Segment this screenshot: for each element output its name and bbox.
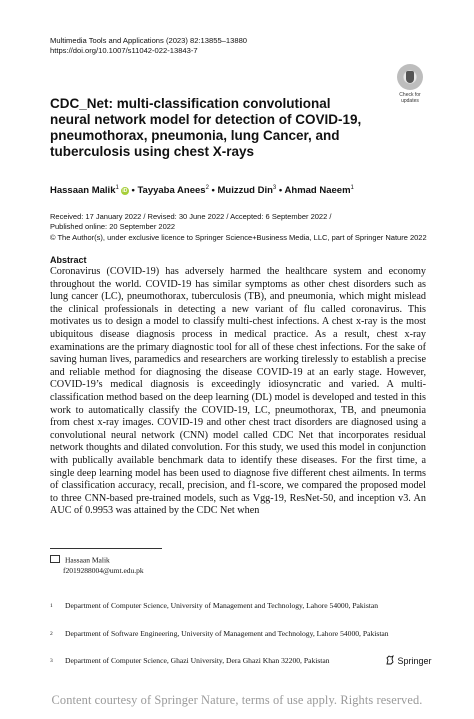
- affiliation-number: 1: [50, 603, 53, 609]
- affiliation-number: 3: [50, 658, 53, 664]
- copyright-notice: © The Author(s), under exclusive licence to Springer Science+Business Media, LLC, part of Springer Nature 2022: [50, 232, 427, 242]
- contact-name: Hassaan Malik: [65, 555, 110, 565]
- affiliation-text: Department of Computer Science, Ghazi University, Dera Ghazi Khan 32200, Pakistan: [65, 656, 330, 665]
- check-for-updates-icon: [397, 64, 423, 90]
- check-for-updates-line1: Check for: [399, 92, 421, 98]
- author-affiliation-ref: 2: [205, 185, 209, 191]
- author-affiliation-ref: 3: [272, 185, 277, 191]
- author-affiliation-ref: 1: [115, 185, 119, 191]
- journal-citation: Multimedia Tools and Applications (2023) 82:13855–13880: [50, 36, 248, 45]
- abstract-text: Coronavirus (COVID-19) has adversely harmed the healthcare system and economy throughout the world. COVID-19 has similar symptoms as other chest disorders such as lung cancer (LC), pneumothorax, tuberculosis (TB), and pneumonia, which might mislead the clinical professionals in detecting a new variant of flu called coronavirus. This motivates us to design a model to classify multi-chest infections. A chest x-ray is the most ubiquitous disease diagnosis process in medical practice. As a result, chest x-ray examinations are the primary diagnostic tool for all of these chest infections. For the sake of saving human lives, paramedics and researchers are working tirelessly to establish a precise and reliable method for diagnosing the disease COVID-19 at an early stage. However, COVID-19’s medical diagnosis is exceedingly idiosyncratic and varied. A multi-classification method based on the deep learning (DL) model is developed and tested in this work to automatically classify the COVID-19, LC, pneumothorax, TB, and pneumonia from chest x-ray images. COVID-19 and other chest tract disorders are diagnosed using a convolutional neural network (CNN) model called CDC Net that incorporates residual network thoughts and dilated convolution. For this study, we used this model in conjunction with publically available benchmark data to identify these diseases. For the first time, a single deep learning model has been used to diagnose five different chest ailments. In terms of classification accuracy, recall, precision, and f1-score, we compared the proposed model to three CNN-based pre-trained models, such as Vgg-19, ResNet-50, and inception v3. An AUC of 0.9953 was attained by the CDC Net when: [50, 266, 426, 517]
- author-name[interactable]: Ahmad Naeem: [284, 185, 351, 197]
- publisher-name: Springer: [397, 656, 432, 666]
- affiliation-item: [50, 629, 430, 639]
- author-name[interactable]: Tayyaba Anees: [137, 185, 206, 197]
- contact-email[interactable]: f2019288004@umt.edu.pk: [63, 565, 144, 575]
- affiliation-item: [50, 656, 430, 666]
- author-separator: •: [128, 185, 138, 197]
- doi-link[interactable]: https://doi.org/10.1007/s11042-022-13843-7: [50, 46, 198, 55]
- author-name[interactable]: Hassaan Malik: [50, 185, 116, 197]
- corresponding-author: [50, 555, 144, 576]
- author-affiliation-ref: 1: [350, 185, 354, 191]
- author-name[interactable]: Muizzud Din: [217, 185, 273, 197]
- affiliation-item: [50, 601, 430, 611]
- author-list: [50, 182, 430, 197]
- check-for-updates-badge[interactable]: [392, 64, 428, 104]
- journal-header: [50, 36, 247, 56]
- springer-horse-icon: [385, 655, 395, 665]
- affiliation-number: 2: [50, 631, 53, 637]
- published-online: Published online: 20 September 2022: [50, 222, 176, 232]
- author-separator: •: [208, 185, 218, 197]
- orcid-icon[interactable]: iD: [122, 188, 128, 195]
- author-separator: •: [276, 185, 285, 197]
- envelope-icon: [50, 555, 60, 563]
- check-for-updates-line2: updates: [401, 98, 419, 104]
- affiliation-text: Department of Computer Science, University of Management and Technology, Lahore 54000, Pakistan: [65, 601, 379, 610]
- abstract-heading: Abstract: [50, 255, 87, 265]
- courtesy-watermark: Content courtesy of Springer Nature, terms of use apply. Rights reserved.: [51, 693, 423, 707]
- springer-logo: [385, 655, 432, 666]
- footnote-divider: [50, 548, 162, 549]
- publication-dates: [50, 212, 440, 243]
- paper-title: CDC_Net: multi-classification convolutional neural network model for detection of COVID-19, pneumothorax, pneumonia, lung Cancer, and tuberculosis using chest X-rays: [50, 96, 362, 159]
- dates-line: Received: 17 January 2022 / Revised: 30 June 2022 / Accepted: 6 September 2022 /: [50, 212, 332, 221]
- affiliation-text: Department of Software Engineering, University of Management and Technology, Lahore 54000, Pakistan: [65, 629, 389, 638]
